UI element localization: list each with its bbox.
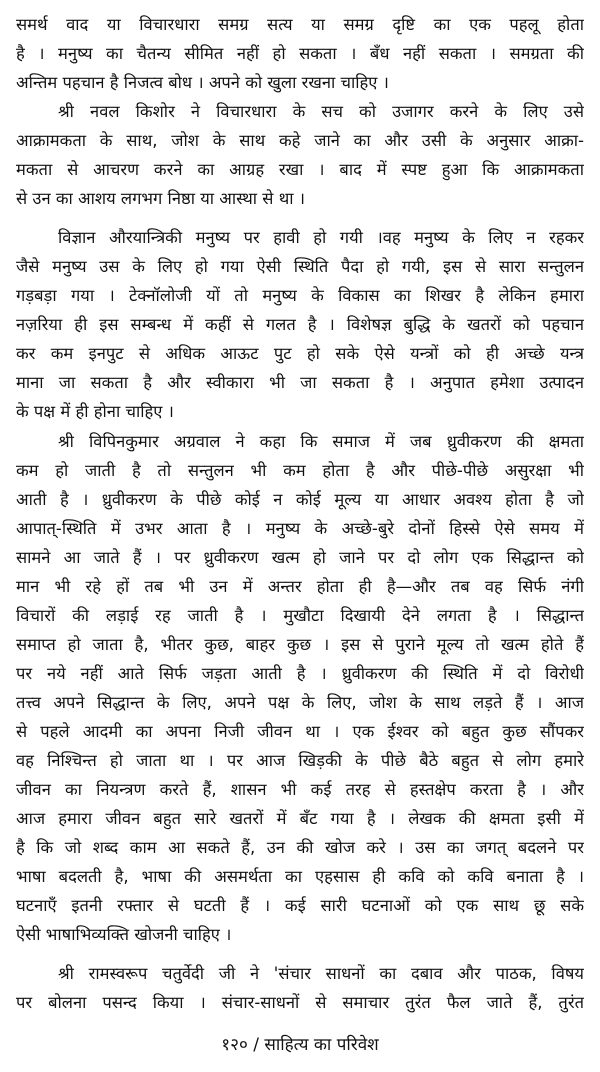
text-line: भाषा बदलती है, भाषा की असमर्थता का एहसास ही कवि को कवि बनाता है । (16, 867, 584, 886)
text-line: नज़रिया ही इस सम्बन्ध में कहीं से गलत है । विशेषज्ञ बुद्धि के खतरों को पहचान (16, 315, 584, 334)
text-line: मान भी रहे हों तब भी उन में अन्तर होता ही है—और तब वह सिर्फ नंगी (16, 577, 584, 596)
text-line: विचारों की लड़ाई रह जाती है । मुखौटा दिखायी देने लगता है । सिद्धान्त (16, 606, 584, 625)
text-line: श्री नवल किशोर ने विचारधारा के सच को उजागर करने के लिए उसे (58, 102, 584, 121)
text-line: वह निश्चिन्त हो जाता था । पर आज खिड़की के पीछे बैठे बहुत से लोग हमारे (16, 751, 584, 770)
text-line: आज हमारा जीवन बहुत सारे खतरों में बँट गया है । लेखक की क्षमता इसी में (16, 809, 584, 828)
text-line: सामने आ जाते हैं । पर ध्रुवीकरण खत्म हो जाने पर दो लोग एक सिद्धान्त को (16, 548, 584, 567)
text-line: पर बोलना पसन्द किया । संचार-साधनों से समाचार तुरंत फैल जाते हैं, तुरंत (16, 993, 584, 1012)
text-line: जीवन का नियन्त्रण करते हैं, शासन भी कई तरह से हस्तक्षेप करता है । और (16, 780, 584, 799)
text-line: कम हो जाती है तो सन्तुलन भी कम होता है और पीछे-पीछे असुरक्षा भी (16, 461, 584, 480)
text-line: विज्ञान औरयान्त्रिकी मनुष्य पर हावी हो गयी ।वह मनुष्य के लिए न रहकर (58, 228, 584, 247)
text-line: आती है । ध्रुवीकरण के पीछे कोई न कोई मूल्य या आधार अवश्य होता है जो (16, 490, 584, 509)
text-line: पर नये नहीं आते सिर्फ जड़ता आती है । ध्रुवीकरण की स्थिति में दो विरोधी (16, 664, 584, 683)
text-line: जैसे मनुष्य उस के लिए हो गया ऐसी स्थिति पैदा हो गयी, इस से सारा सन्तुलन (16, 257, 584, 276)
text-line: से उन का आशय लगभग निष्ठा या आस्था से था । (16, 189, 306, 208)
text-line: अन्तिम पहचान है निजत्व बोध । अपने को खुला रखना चाहिए । (16, 73, 389, 92)
text-line: से पहले आदमी का अपना निजी जीवन था । एक ईश्वर को बहुत कुछ सौंपकर (16, 722, 584, 741)
text-line: समर्थ वाद या विचारधारा समग्र सत्य या समग्र दृष्टि का एक पहलू होता (16, 15, 584, 34)
text-line: ऐसी भाषाभिव्यक्ति खोजनी चाहिए । (16, 925, 232, 944)
text-line: तत्त्व अपने सिद्धान्त के लिए, अपने पक्ष के लिए, जोश के साथ लड़ते हैं । आज (16, 693, 584, 712)
page-footer: १२० / साहित्य का परिवेश (221, 1035, 379, 1055)
text-line: मकता से आचरण करने का आग्रह रखा । बाद में स्पष्ट हुआ कि आक्रामकता (16, 160, 584, 179)
text-line: घटनाएँ इतनी रफ्तार से घटती हैं । कई सारी घटनाओं को एक साथ छू सके (16, 896, 584, 915)
text-line: श्री रामस्वरूप चतुर्वेदी जी ने 'संचार साधनों का दबाव और पाठक, विषय (58, 964, 584, 983)
text-line: माना जा सकता है और स्वीकारा भी जा सकता है । अनुपात हमेशा उत्पादन (16, 373, 584, 392)
text-line: कर कम इनपुट से अधिक आऊट पुट हो सके ऐसे यन्त्रों को ही अच्छे यन्त्र (16, 344, 584, 363)
text-line: है कि जो शब्द काम आ सकते हैं, उन की खोज करे । उस का जगत् बदलने पर (16, 838, 584, 857)
text-line: समाप्त हो जाता है, भीतर कुछ, बाहर कुछ । इस से पुराने मूल्य तो खत्म होते हैं (16, 635, 584, 654)
text-line: है । मनुष्य का चैतन्य सीमित नहीं हो सकता । बँध नहीं सकता । समग्रता की (16, 44, 584, 63)
text-line: के पक्ष में ही होना चाहिए । (16, 402, 174, 421)
text-line: आक्रामकता के साथ, जोश के साथ कहे जाने का और उसी के अनुसार आक्रा- (16, 131, 584, 150)
text-line: श्री विपिनकुमार अग्रवाल ने कहा कि समाज में जब ध्रुवीकरण की क्षमता (58, 432, 584, 451)
text-line: गड़बड़ा गया । टेक्नॉलोजी यों तो मनुष्य के विकास का शिखर है लेकिन हमारा (16, 286, 584, 305)
text-line: आपात्-स्थिति में उभर आता है । मनुष्य के अच्छे-बुरे दोनों हिस्से ऐसे समय में (16, 519, 584, 538)
